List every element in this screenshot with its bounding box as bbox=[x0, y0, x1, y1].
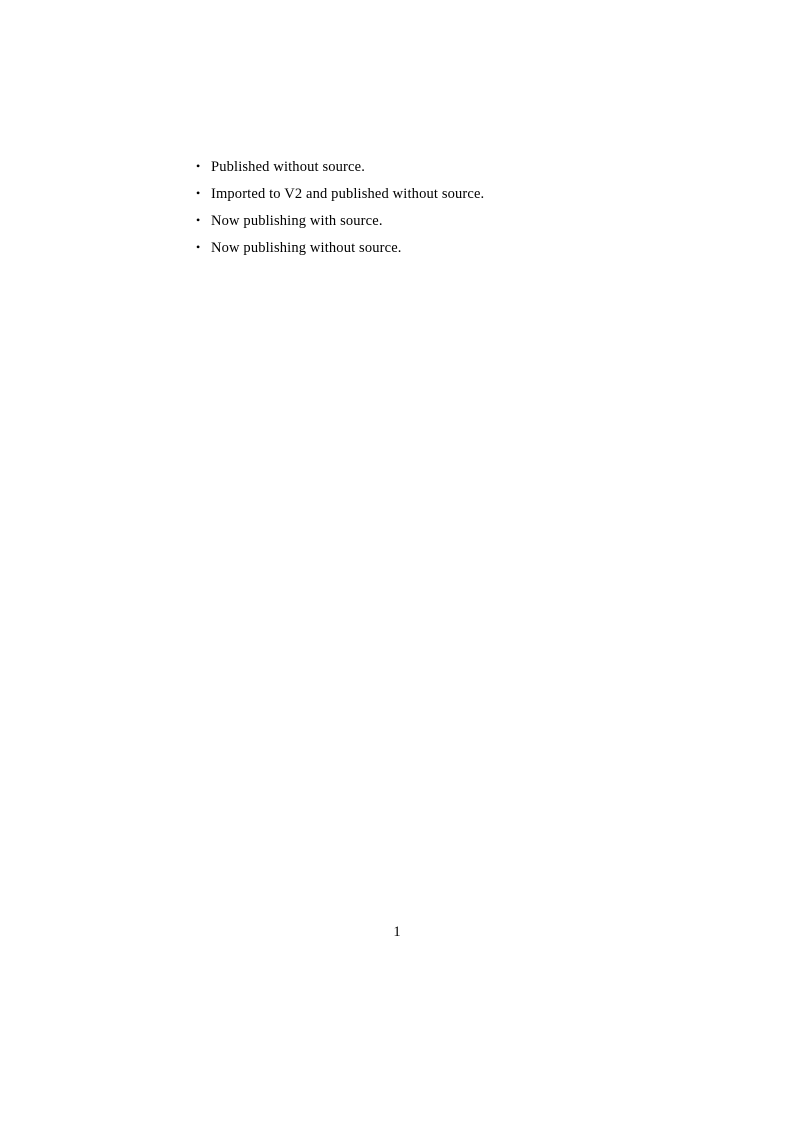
bullet-icon: • bbox=[196, 186, 201, 200]
list-item bbox=[196, 187, 616, 202]
bullet-icon: • bbox=[196, 213, 201, 227]
list-item bbox=[196, 214, 616, 229]
bullet-icon: • bbox=[196, 159, 201, 173]
bullet-icon: • bbox=[196, 240, 201, 254]
list-item-text: Now publishing with source. bbox=[211, 213, 383, 229]
list-item bbox=[196, 241, 616, 256]
document-body bbox=[196, 160, 616, 268]
list-item-text: Imported to V2 and published without source. bbox=[211, 186, 485, 202]
list-item-text: Published without source. bbox=[211, 159, 365, 175]
list-item bbox=[196, 160, 616, 175]
list-item-text: Now publishing without source. bbox=[211, 240, 402, 256]
bullet-list bbox=[196, 160, 616, 256]
page-number: 1 bbox=[393, 924, 401, 940]
